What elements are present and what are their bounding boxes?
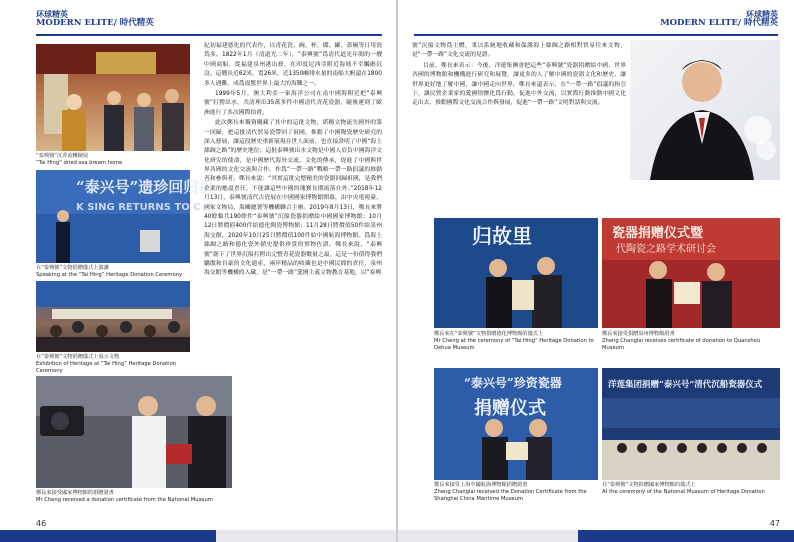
left-header <box>36 10 154 28</box>
photo-dehua-banner: 归故里 <box>472 224 532 248</box>
right-photo4-caption <box>434 482 602 503</box>
photo-quanzhou-banner-1: 瓷器捐赠仪式暨 <box>612 226 704 241</box>
photo-shanghai-maritime <box>434 368 598 480</box>
photo-dehua-museum <box>434 218 598 328</box>
right-photo2-caption <box>434 331 602 352</box>
right-header <box>660 10 778 28</box>
left-paragraph-3: 此次鄭長來獨資購藏了其中的這批文物，堪稱文物流失國外的第一回歸，把這批清代貿易瓷帶回了祖國，推動了中國陶瓷歷史研究的深入發展，讓這段歷史重新展現在世人面前，也直接證明了中國“海上絲綢之路”的歷史地位；這批泰興號出水文物是中國人肩負中國海洋文化研究的使命，是中國歷代海外交流、文化的傳承，促進了中國與世界各國的文化交流與合作，作爲“一帶一路”戰略一帶一路倡議的推動者和參與者。鄭長來說：“其實這批完整精美的瓷器回歸祖國，是我們企業的應盡責任，不能讓這些中國的瑰寶長期流落在外。”2018年12月13日，泰興號清代古瓷展在中國國家博物館開幕，由中央電視臺、國家文物局、海關總署等機構聯合主辦。2019年8月13日，鄭長來將40餘類共190餘件“泰興號”沉船瓷器捐贈給中國國家博物館；10月12日將價值400件給德化陶瓷博物館；11月28日將價值50件給泉州海交館，2020年10月25日將價值100件給中國航海博物館。爲海上絲綢之路和德化瓷外銷史提供珍貴的實物佐證。鄭長來說，“泰興號”創下了世界沉船打撈出完整青花瓷器數量之最，這是一份值得我們驕傲和自豪的文化遺產，兩岸精品的收藏也是中國民間的責任，泉州海交館等機構的入藏，是“一帶一路”愛國主義文物教育基地，以“泰興 <box>204 120 382 277</box>
right-photo3-caption-en: Zheng Changlai receives certificate of donation to Quanzhou Museum <box>602 338 761 352</box>
left-bottom-bar <box>0 530 396 542</box>
photo2-banner-cn: “泰兴号”遗珍回归祖 <box>76 178 214 196</box>
right-bottom-bar <box>398 530 794 542</box>
photo-temple-scene <box>36 44 190 151</box>
photo-national-banner: 洋莲集团捐赠“泰兴号”清代沉船瓷器仪式 <box>608 380 763 390</box>
photo-portrait <box>630 40 780 180</box>
left-paragraph-2: 1999年5月，澳大利亞一家海洋公司在南中國海附近把“泰興號”打撈出水，共清理出35萬多件中國清代青花瓷器，隨後運到了歐洲進行了多次國際拍賣。 <box>204 90 382 116</box>
left-page <box>0 0 396 542</box>
photo3-caption-cn: 在“泰興號”文物捐贈儀式上展示文物 <box>36 354 120 360</box>
photo-certificate-handover <box>36 376 232 488</box>
photo1-caption-en: “Tai Hing” dried sea bream home <box>36 160 123 167</box>
left-page-number: 46 <box>36 519 47 528</box>
photo2-caption-en: Speaking at the “Tai Hing” Heritage Donation Ceremony <box>36 272 183 279</box>
right-paragraph-2: 目前，鄭長來表示：今後，洋蓮集團會把這些“泰興號”瓷器捐贈給中國、世界各國的博物館和機構進行研究和展覽，讓更多的人了解中國的瓷器文化和歷史，讓世界更好地了解中國，讓中國走向世界。鄭長來還表示，在“一帶一路”倡議的指引下，讓民營企業家的愛國情懷化爲行動，促進中外交流，以實際行動推動中國文化走出去，推動國際文化交流合作與發展，促進“一帶一路”文明對話與交流。 <box>412 62 626 107</box>
right-header-en: MODERN ELITE/ 時代精英 <box>660 17 778 28</box>
right-photo2-caption-cn: 鄭長來在“泰興號”文物捐贈德化博物館的儀式上 <box>434 331 544 337</box>
right-header-cn: 环球精英 <box>746 9 778 19</box>
photo1-caption <box>36 153 196 167</box>
right-photo5-caption-en: At the ceremony of the National Museum of Heritage Donation <box>602 489 765 496</box>
left-bottom-accent <box>216 530 396 542</box>
photo-quanzhou-banner-2: 代陶瓷之路学术研讨会 <box>616 244 716 255</box>
photo3-caption-en: Exhibition of Heritage at “Tai Hing” Heritage Donation Ceremony <box>36 361 177 375</box>
photo-shanghai-banner-1: “泰兴号”珍资瓷器 <box>464 376 562 390</box>
photo-shanghai-banner-2: 捐赠仪式 <box>474 398 546 419</box>
left-header-cn: 环球精英 <box>36 9 68 19</box>
photo2-caption <box>36 265 196 279</box>
left-header-rule <box>36 34 382 36</box>
right-photo3-caption-cn: 鄭長來接受捐贈泉州博物館證書 <box>602 331 675 337</box>
left-paragraph-1: 紀初福建德化的代表作，以青花瓷、碗、杯、碟、罐、蓋碗等日用瓷爲多。1822年1月（清道光二年），“泰興號”爲清代道光年間的一艘中國商船，從福建泉州港出發，在印度尼西亞附近海域不幸觸礁沉沒。這艘長近62米，寬26米，近1350噸排水量的南船大帆還在1800多人遇難，成爲震驚世界上最大的海難之一。 <box>204 43 382 87</box>
right-page <box>398 0 794 542</box>
temple-scene-illustration <box>36 44 190 151</box>
right-photo5-caption-cn: 在“泰興號”文物捐贈國家博物館的儀式上 <box>602 482 696 488</box>
exhibition-crowd-illustration <box>36 281 190 352</box>
photo1-caption-cn: “泰興號”沉香流轉鏡展 <box>36 153 89 159</box>
photo-exhibition-crowd <box>36 281 190 352</box>
right-header-rule <box>414 34 778 36</box>
photo-speech-stage <box>36 170 214 263</box>
right-photo2-caption-en: Mr Cheng at the ceremony of “Tai Hing” Heritage Donation to Dehua Museum <box>434 338 594 352</box>
photo-national-museum <box>602 368 780 480</box>
right-photo3-caption <box>602 331 782 352</box>
photo4-caption-en: Mr Cheng received a donation certificate from the National Museum <box>36 497 213 504</box>
right-bottom-accent <box>398 530 578 542</box>
right-page-number: 47 <box>769 519 780 528</box>
left-body-text <box>204 42 382 520</box>
left-header-en: MODERN ELITE/ 時代精英 <box>36 17 154 28</box>
photo4-caption-cn: 鄭長來接受國家博物館的捐贈證書 <box>36 490 114 496</box>
photo3-caption <box>36 354 196 375</box>
photo-quanzhou-museum <box>602 218 780 328</box>
certificate-handover-illustration <box>36 376 232 488</box>
right-photo5-caption <box>602 482 782 496</box>
right-photo4-caption-cn: 鄭長來接受上海中國航海博物館捐贈證書 <box>434 482 528 488</box>
right-photo4-caption-en: Zheng Changlai received the Donation Certificate from the Shanghai China Maritime Museum <box>434 489 587 503</box>
photo2-banner-en: K SING RETURNS TO C <box>76 202 201 213</box>
photo2-caption-cn: 在“泰興號”文物捐贈儀式上演講 <box>36 265 109 271</box>
right-paragraph-1: 號”沉船文物爲主體，秉以系統地收藏和保護海上絲綢之路相對貿易往來文物，是“一帶一路”文化交流的見證。 <box>412 43 626 59</box>
portrait-illustration <box>630 40 780 180</box>
